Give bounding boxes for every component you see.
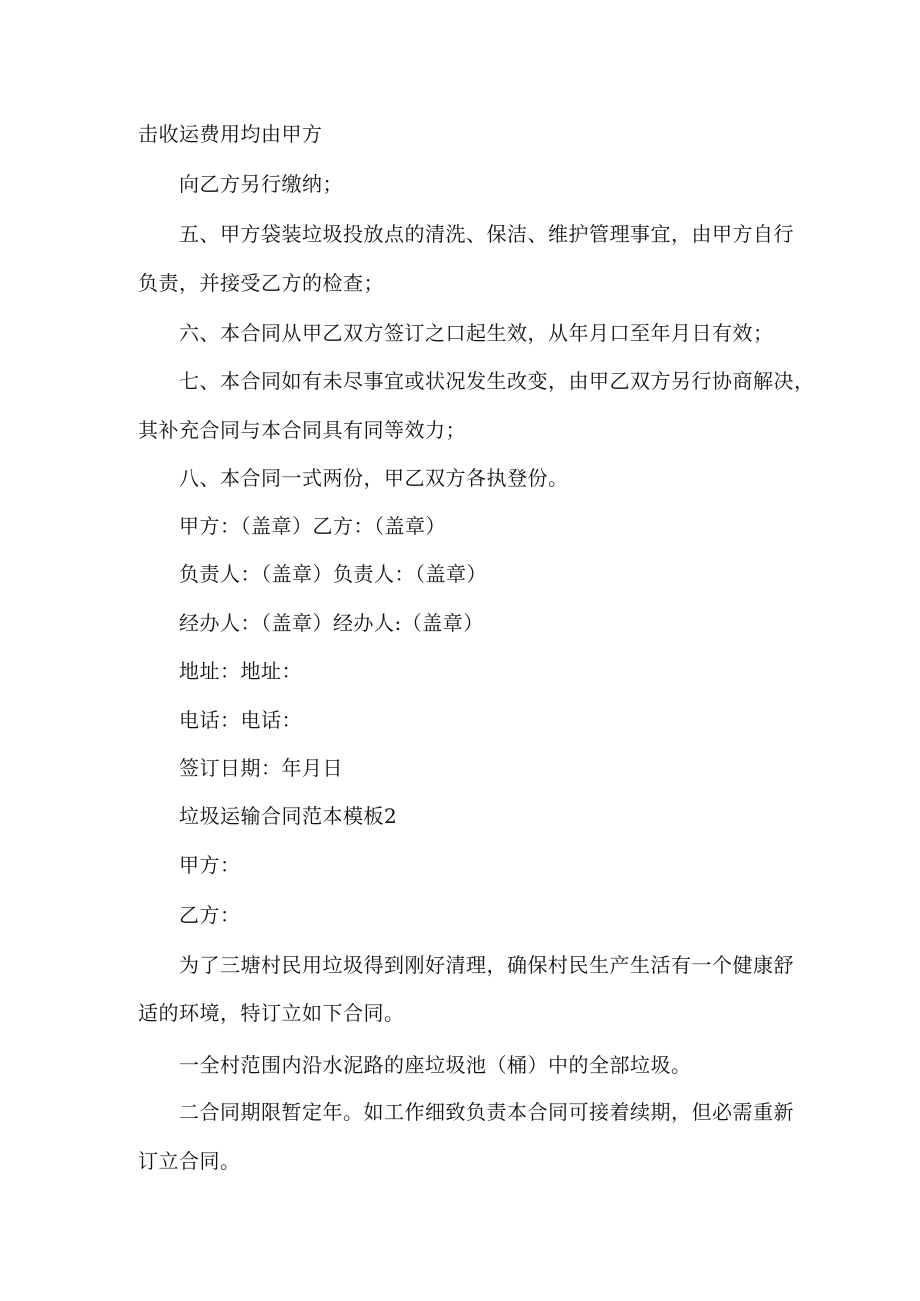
text-line: 二合同期限暂定年。如工作细致负责本合同可接着续期，但必需重新 — [179, 1100, 794, 1124]
address-line: 地址：地址： — [179, 659, 302, 683]
text-line: 适的环境，特订立如下合同。 — [138, 1001, 405, 1025]
sign-date-line: 签订日期：年月日 — [179, 756, 343, 780]
signature-handler-line: 经办人：（盖章）经办人:（盖章） — [179, 611, 484, 635]
party-b-line: 乙方： — [179, 903, 241, 927]
text-line: 订立合同。 — [138, 1149, 241, 1173]
text-line: 一全村范围内沿水泥路的座垃圾池（桶）中的全部垃圾。 — [179, 1053, 692, 1077]
text-line: 八、本合同一式两份，甲乙双方各执登份。 — [179, 466, 569, 490]
text-line: 其补充合同与本合同具有同等效力； — [138, 418, 466, 442]
text-line: 六、本合同从甲乙双方签订之口起生效，从年月口至年月日有效； — [179, 321, 774, 345]
text-line: 向乙方另行缴纳； — [179, 172, 343, 196]
signature-party-line: 甲方：（盖章）乙方：（盖章） — [179, 514, 446, 538]
text-line: 击收运费用均由甲方 — [138, 122, 323, 146]
party-a-line: 甲方： — [179, 853, 241, 877]
phone-line: 电话：电话： — [179, 708, 302, 732]
text-line: 五、甲方袋装垃圾投放点的清洗、保洁、维护管理事宜，由甲方自行 — [179, 222, 794, 246]
text-line: 七、本合同如有未尽事宜或状况发生改变，由甲乙双方另行协商解决， — [179, 369, 815, 393]
signature-responsible-line: 负责人：（盖章）负责人：（盖章） — [179, 562, 487, 586]
text-line: 负责，并接受乙方的检查； — [138, 271, 384, 295]
text-line: 为了三塘村民用垃圾得到刚好清理，确保村民生产生活有一个健康舒 — [179, 953, 794, 977]
section-title: 垃圾运输合同范本模板2 — [179, 804, 398, 828]
